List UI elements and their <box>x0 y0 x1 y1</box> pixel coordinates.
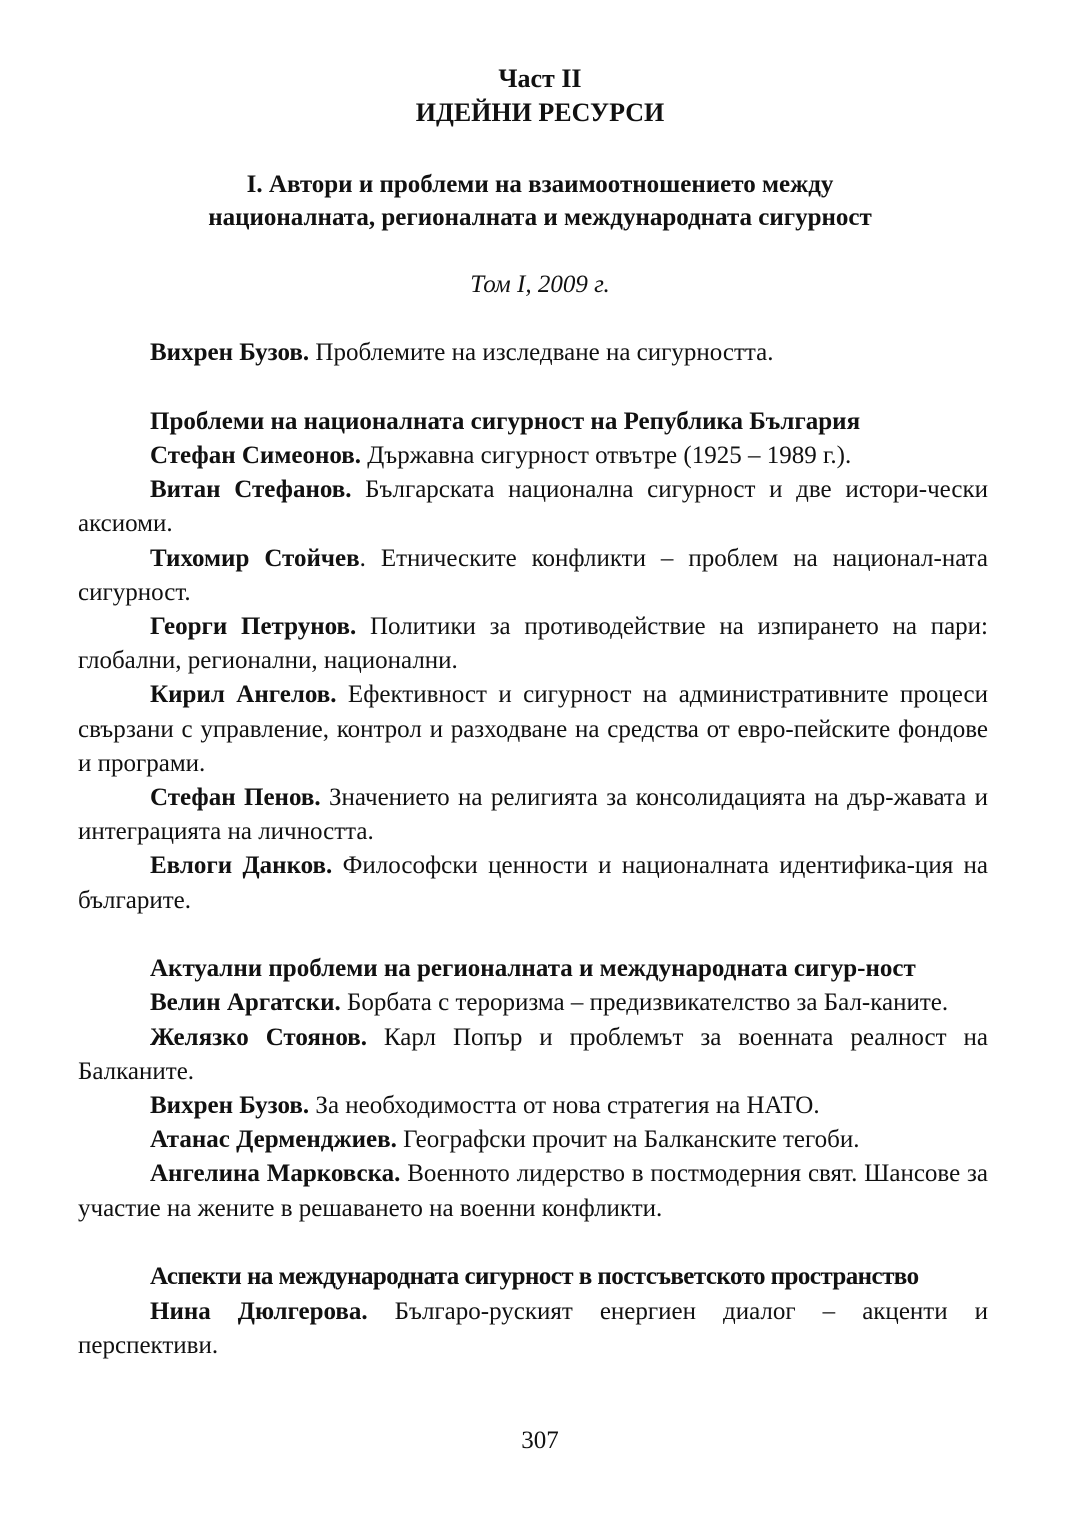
toc-entry <box>78 1295 988 1363</box>
entry-title: Проблемите на изследване на сигурността. <box>309 339 774 366</box>
entry-author: Велин Аргатски. <box>150 989 341 1017</box>
entry-author: Нина Дюлгерова. <box>150 1297 368 1325</box>
volume-label: Том I, 2009 г. <box>470 271 610 298</box>
part-label: Част II <box>498 64 582 93</box>
entry-title: Българо-руският енергиен диалог – акценти и перспективи. <box>78 1297 988 1359</box>
entry-author: Тихомир Стойчев <box>150 544 360 572</box>
toc-entry <box>78 336 988 370</box>
toc-entry <box>78 781 988 849</box>
toc-entry <box>78 986 988 1020</box>
subsection-heading: Актуални проблеми на регионалната и международната сигур-ност <box>150 955 916 983</box>
entry-title: За необходимостта от нова стратегия на НАТО. <box>309 1092 820 1120</box>
subsection-heading: Аспекти на международната сигурност в постсъветското пространство <box>150 1263 919 1291</box>
entry-title: Борбата с тероризма – предизвикателство за Бал-каните. <box>340 989 949 1017</box>
toc-entry <box>78 542 988 610</box>
toc-entry <box>78 610 988 678</box>
entry-title: Географски прочит на Балканските тегоби. <box>396 1126 860 1154</box>
section-heading <box>0 168 1080 234</box>
entry-author: Витан Стефанов. <box>150 476 352 504</box>
table-of-contents <box>78 336 988 1363</box>
section-title-line-1: I. Автори и проблеми на взаимоотношението между <box>246 171 834 198</box>
toc-entry <box>78 1021 988 1089</box>
entry-author: Ангелина Марковска. <box>150 1160 401 1188</box>
toc-entry <box>78 1157 988 1225</box>
entry-title: Държавна сигурност отвътре (1925 – 1989 г.). <box>360 441 852 469</box>
entry-title: Карл Попър и проблемът за военната реалност на Балканите. <box>78 1023 988 1085</box>
entry-title: Философски ценности и националната идентифика-ция на българите. <box>78 852 989 914</box>
toc-entry <box>78 1123 988 1157</box>
toc-entry <box>78 1089 988 1123</box>
entry-title: Ефективност и сигурност на административните процеси свързани с управление, контрол и разходване на средства от евро-пейските фондове и програми. <box>78 681 988 777</box>
toc-entry <box>78 678 988 781</box>
toc-entry <box>78 473 988 541</box>
entry-title: Българската национална сигурност и две истори-чески аксиоми. <box>78 476 989 538</box>
subsection-heading: Проблеми на националната сигурност на Република България <box>150 407 861 435</box>
entry-title: Значението на религията за консолидацията на дър-жавата и интеграцията на личността. <box>78 783 988 846</box>
entry-author: Атанас Дерменджиев. <box>150 1126 397 1154</box>
toc-entry <box>78 439 988 473</box>
section-title-line-2: националната, регионалната и международната сигурност <box>208 204 872 231</box>
entry-author: Вихрен Бузов. <box>150 339 310 366</box>
entry-author: Вихрен Бузов. <box>150 1092 310 1120</box>
entry-author: Стефан Симеонов. <box>150 441 361 469</box>
entry-author: Желязко Стоянов. <box>150 1023 367 1051</box>
entry-author: Стефан Пенов. <box>150 783 321 811</box>
entry-title: . Етническите конфликти – проблем на национал-ната сигурност. <box>78 544 988 606</box>
entry-author: Кирил Ангелов. <box>150 681 337 709</box>
entry-title: Политики за противодействие на изпирането на пари: глобални, регионални, национални. <box>78 612 988 675</box>
entry-title: Военното лидерство в постмодерния свят. Шансове за участие на жените в решаването на военни конфликти. <box>78 1160 988 1222</box>
entry-author: Георги Петрунов. <box>150 612 357 640</box>
part-title: ИДЕЙНИ РЕСУРСИ <box>415 98 665 127</box>
part-heading <box>0 62 1080 130</box>
toc-entry <box>78 849 988 917</box>
page-number: 307 <box>521 1427 559 1454</box>
entry-author: Евлоги Данков. <box>150 852 333 880</box>
